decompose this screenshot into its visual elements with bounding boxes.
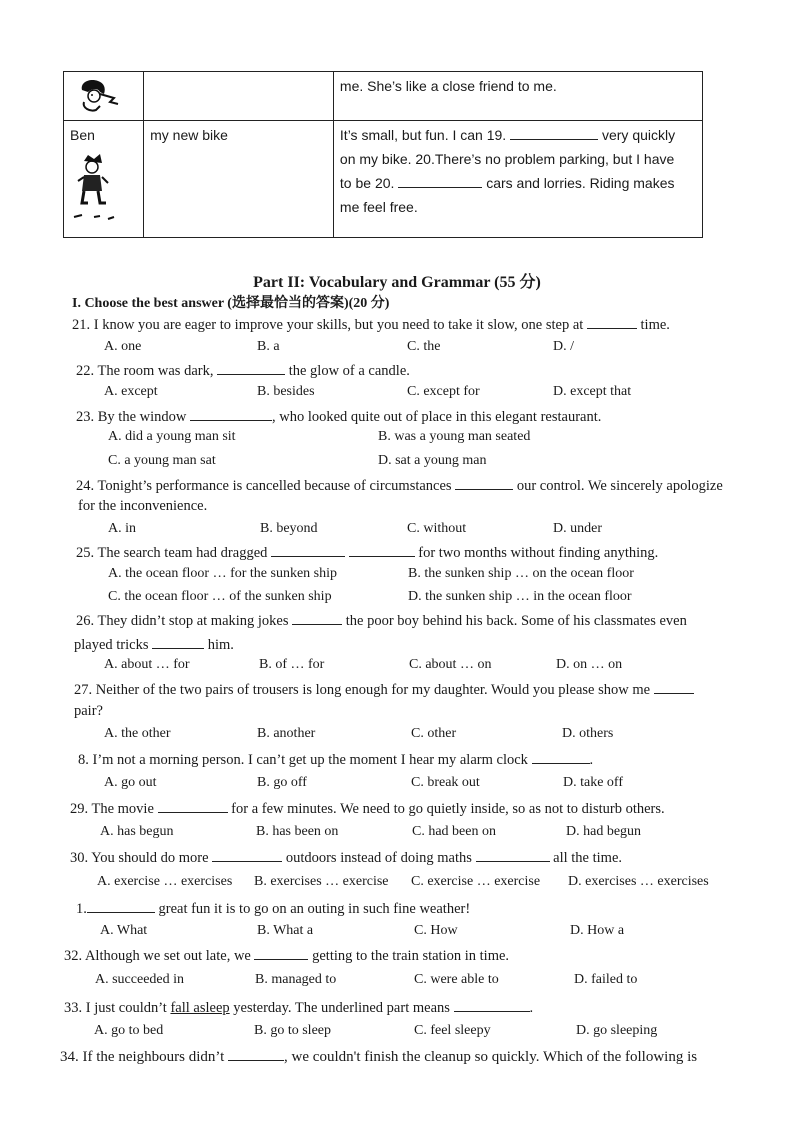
question-24-stem-cont: for the inconvenience.	[78, 498, 208, 514]
question-34-stem: 34. If the neighbours didn’t , we couldn't finish the cleanup so quickly. Which of the following is	[60, 1049, 698, 1065]
option-b[interactable]: B. exercises … exercise	[254, 874, 389, 889]
option-d[interactable]: D. take off	[563, 775, 623, 790]
option-c[interactable]: C. feel sleepy	[414, 1023, 491, 1038]
question-30-stem: 30. You should do more outdoors instead of doing maths all the time.	[70, 850, 623, 866]
table-cell-item: my new bike	[144, 121, 334, 238]
question-26-stem: 26. They didn’t stop at making jokes the poor boy behind his back. Some of his classmates even	[76, 613, 687, 629]
option-c[interactable]: C. had been on	[412, 824, 496, 839]
answer-blank[interactable]	[349, 543, 415, 557]
option-a[interactable]: A. the ocean floor … for the sunken ship	[108, 566, 337, 581]
option-d[interactable]: D. sat a young man	[378, 453, 487, 468]
option-c[interactable]: C. a young man sat	[108, 453, 216, 468]
answer-blank[interactable]	[398, 173, 440, 188]
answer-blank[interactable]	[476, 848, 550, 862]
question-33-stem: 33. I just couldn’t fall asleep yesterday. The underlined part means .	[64, 1000, 534, 1016]
question-27-stem-cont: pair?	[74, 703, 103, 719]
answer-blank[interactable]	[190, 407, 272, 421]
option-c[interactable]: C. exercise … exercise	[411, 874, 541, 889]
section-title: I. Choose the best answer (选择最恰当的答案)(20 分)	[72, 296, 390, 311]
option-a[interactable]: A. in	[108, 521, 136, 536]
answer-blank[interactable]	[254, 946, 308, 960]
option-b[interactable]: B. a	[257, 339, 280, 354]
option-b[interactable]: B. go off	[257, 775, 307, 790]
answer-blank[interactable]	[87, 899, 155, 913]
answer-blank[interactable]	[454, 998, 530, 1012]
option-c[interactable]: C. other	[411, 726, 457, 741]
question-24-stem: 24. Tonight’s performance is cancelled because of circumstances our control. We sincerely apologize	[76, 478, 723, 494]
question-32-stem: 32. Although we set out late, we getting to the train station in time.	[64, 948, 510, 964]
option-c[interactable]: C. without	[407, 521, 467, 536]
table-cell-description: It’s small, but fun. I can 19. very quickly on my bike. 20.There’s no problem parking, but I have to be 20. cars and lorries. Riding makes me feel free.	[333, 121, 702, 238]
answer-blank[interactable]	[158, 799, 228, 813]
option-a[interactable]: A. What	[100, 923, 148, 938]
table-row	[64, 72, 703, 121]
option-b[interactable]: B. besides	[257, 384, 315, 399]
answer-blank[interactable]	[587, 315, 637, 329]
option-b[interactable]: B. beyond	[260, 521, 318, 536]
table-cell-description: me. She’s like a close friend to me.	[333, 72, 702, 121]
person-name: Ben	[70, 127, 95, 143]
option-a[interactable]: A. except	[104, 384, 158, 399]
option-c[interactable]: C. How	[414, 923, 458, 938]
answer-blank[interactable]	[532, 750, 590, 764]
question-21-stem: 21. I know you are eager to improve your skills, but you need to take it slow, one step at time.	[72, 317, 670, 333]
option-c[interactable]: C. were able to	[414, 972, 499, 987]
answer-blank[interactable]	[440, 173, 482, 188]
option-d[interactable]: D. on … on	[556, 657, 623, 672]
option-c[interactable]: C. except for	[407, 384, 480, 399]
boy-figure-icon	[70, 151, 120, 221]
question-29-stem: 29. The movie for a few minutes. We need to go quietly inside, so as not to disturb others.	[70, 801, 665, 817]
option-d[interactable]: D. the sunken ship … in the ocean floor	[408, 589, 632, 604]
option-c[interactable]: C. the	[407, 339, 441, 354]
question-26-stem-cont: played tricks him.	[74, 637, 234, 653]
option-d[interactable]: D. /	[553, 339, 574, 354]
part-title: Part II: Vocabulary and Grammar (55 分)	[253, 274, 541, 291]
table-cell-person	[64, 121, 144, 238]
option-a[interactable]: A. go to bed	[94, 1023, 164, 1038]
answer-blank[interactable]	[292, 611, 342, 625]
option-a[interactable]: A. succeeded in	[95, 972, 185, 987]
option-d[interactable]: D. go sleeping	[576, 1023, 658, 1038]
option-b[interactable]: B. managed to	[255, 972, 337, 987]
option-b[interactable]: B. was a young man seated	[378, 429, 531, 444]
option-c[interactable]: C. about … on	[409, 657, 492, 672]
question-23-stem: 23. By the window , who looked quite out of place in this elegant restaurant.	[76, 409, 602, 425]
option-d[interactable]: D. exercises … exercises	[568, 874, 709, 889]
question-25-stem: 25. The search team had dragged for two months without finding anything.	[76, 545, 659, 561]
option-a[interactable]: A. about … for	[104, 657, 190, 672]
option-a[interactable]: A. go out	[104, 775, 157, 790]
question-28-stem: 8. I’m not a morning person. I can’t get up the moment I hear my alarm clock .	[78, 752, 594, 768]
option-d[interactable]: D. under	[553, 521, 602, 536]
option-b[interactable]: B. has been on	[256, 824, 339, 839]
option-c[interactable]: C. the ocean floor … of the sunken ship	[108, 589, 332, 604]
description-table	[63, 71, 703, 238]
answer-blank[interactable]	[217, 361, 285, 375]
table-cell-item	[144, 72, 334, 121]
option-b[interactable]: B. go to sleep	[254, 1023, 331, 1038]
option-d[interactable]: D. failed to	[574, 972, 638, 987]
answer-blank[interactable]	[556, 125, 598, 140]
option-c[interactable]: C. break out	[411, 775, 480, 790]
option-b[interactable]: B. of … for	[259, 657, 325, 672]
question-31-stem: 1. great fun it is to go on an outing in such fine weather!	[76, 901, 471, 917]
option-a[interactable]: A. did a young man sit	[108, 429, 236, 444]
question-22-stem: 22. The room was dark, the glow of a candle.	[76, 363, 410, 379]
table-row	[64, 121, 703, 238]
option-a[interactable]: A. the other	[104, 726, 171, 741]
option-d[interactable]: D. others	[562, 726, 614, 741]
option-d[interactable]: D. had begun	[566, 824, 642, 839]
answer-blank[interactable]	[212, 848, 282, 862]
option-b[interactable]: B. What a	[257, 923, 314, 938]
answer-blank[interactable]	[228, 1047, 284, 1061]
girl-portrait-icon	[70, 76, 130, 116]
question-27-stem: 27. Neither of the two pairs of trousers is long enough for my daughter. Would you please show me	[74, 680, 694, 699]
option-d[interactable]: D. How a	[570, 923, 625, 938]
option-b[interactable]: B. the sunken ship … on the ocean floor	[408, 566, 634, 581]
option-a[interactable]: A. one	[104, 339, 142, 354]
option-a[interactable]: A. exercise … exercises	[97, 874, 233, 889]
option-a[interactable]: A. has begun	[100, 824, 174, 839]
answer-blank[interactable]	[455, 476, 513, 490]
option-d[interactable]: D. except that	[553, 384, 632, 399]
answer-blank[interactable]	[654, 680, 694, 694]
table-cell-person	[64, 72, 144, 121]
option-b[interactable]: B. another	[257, 726, 316, 741]
answer-blank[interactable]	[152, 635, 204, 649]
answer-blank[interactable]	[510, 125, 556, 140]
underlined-phrase: fall asleep	[170, 1000, 230, 1016]
answer-blank[interactable]	[271, 543, 345, 557]
